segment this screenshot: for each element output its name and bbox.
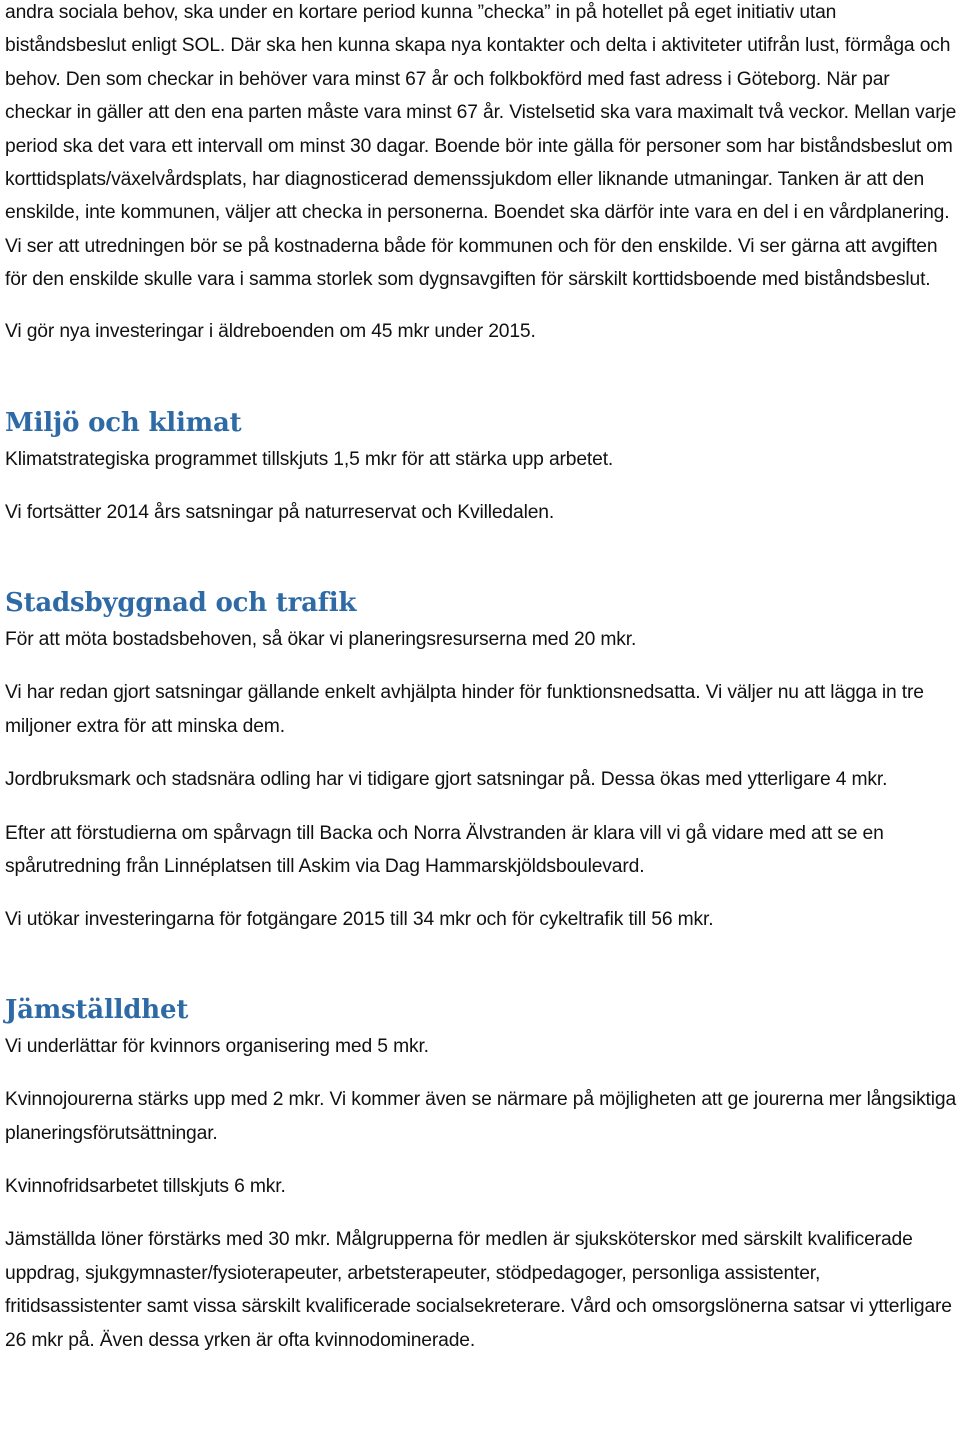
section-paragraph: Kvinnofridsarbetet tillskjuts 6 mkr.	[5, 1175, 286, 1197]
section-paragraph: Efter att förstudierna om spårvagn till Backa och Norra Älvstranden är klara vill vi gå vidare med att se en spårutredning från Linnéplatsen till Askim via Dag Hammarskjöldsboulevard.	[5, 822, 884, 877]
section-paragraph: Jämställda löner förstärks med 30 mkr. Målgrupperna för medlen är sjuksköterskor med särskilt kvalificerade uppdrag, sjukgymnaster/fysioterapeuter, arbetsterapeuter, stödpedagoger, personliga assistenter, fritidsassistenter samt vissa särskilt kvalificerade socialsekreterare. Vård och omsorgslönerna satsar vi ytterligare 26 mkr på. Även dessa yrken är ofta kvinnodominerade.	[5, 1229, 952, 1351]
section-paragraph: Vi har redan gjort satsningar gällande enkelt avhjälpta hinder för funktionsnedsatta. Vi väljer nu att lägga in tre miljoner extra för att minska dem.	[5, 682, 924, 737]
section-paragraph: Kvinnojourerna stärks upp med 2 mkr. Vi kommer även se närmare på möjligheten att ge jourerna mer långsiktiga planeringsförutsättningar.	[5, 1089, 957, 1144]
section-heading-jamstalldhet: Jämställdhet	[5, 994, 189, 1025]
section-paragraph: Jordbruksmark och stadsnära odling har vi tidigare gjort satsningar på. Dessa ökas med ytterligare 4 mkr.	[5, 769, 888, 791]
section-heading-miljo-och-klimat: Miljö och klimat	[5, 408, 242, 439]
section-paragraph: Vi utökar investeringarna för fotgängare 2015 till 34 mkr och för cykeltrafik till 56 mkr.	[5, 909, 714, 931]
section-heading-stadsbyggnad-och-trafik: Stadsbyggnad och trafik	[5, 587, 357, 618]
section-paragraph: För att möta bostadsbehoven, så ökar vi planeringsresurserna med 20 mkr.	[5, 628, 637, 650]
section-paragraph: Vi underlättar för kvinnors organisering med 5 mkr.	[5, 1035, 429, 1057]
document-page	[5, 0, 957, 1357]
section-paragraph: Vi fortsätter 2014 års satsningar på naturreservat och Kvilledalen.	[5, 502, 555, 524]
section-paragraph: Klimatstrategiska programmet tillskjuts 1,5 mkr för att stärka upp arbetet.	[5, 449, 614, 471]
intro-paragraph: andra sociala behov, ska under en kortare period kunna ”checka” in på hotellet på eget initiativ utan biståndsbeslut enligt SOL. Där ska hen kunna skapa nya kontakter och delta i aktiviteter utifrån lust, förmåga och behov. Den som checkar in behöver vara minst 67 år och folkbokförd med fast adress i Göteborg. När par checkar in gäller att den ena parten måste vara minst 67 år. Vistelsetid ska vara maximalt två veckor. Mellan varje period ska det vara ett intervall om minst 30 dagar. Boende bör inte gälla för personer som har biståndsbeslut om korttidsplats/växelvårdsplats, har diagnosticerad demenssjukdom eller liknande utmaningar. Tanken är att den enskilde, inte kommunen, väljer att checka in personerna. Boendet ska därför inte vara en del i en vårdplanering. Vi ser att utredningen bör se på kostnaderna både för kommunen och för den enskilde. Vi ser gärna att avgiften för den enskilde skulle vara i samma storlek som dygnsavgiften för särskilt korttidsboende med biståndsbeslut.	[5, 2, 957, 291]
intro-paragraph: Vi gör nya investeringar i äldreboenden om 45 mkr under 2015.	[5, 320, 536, 342]
